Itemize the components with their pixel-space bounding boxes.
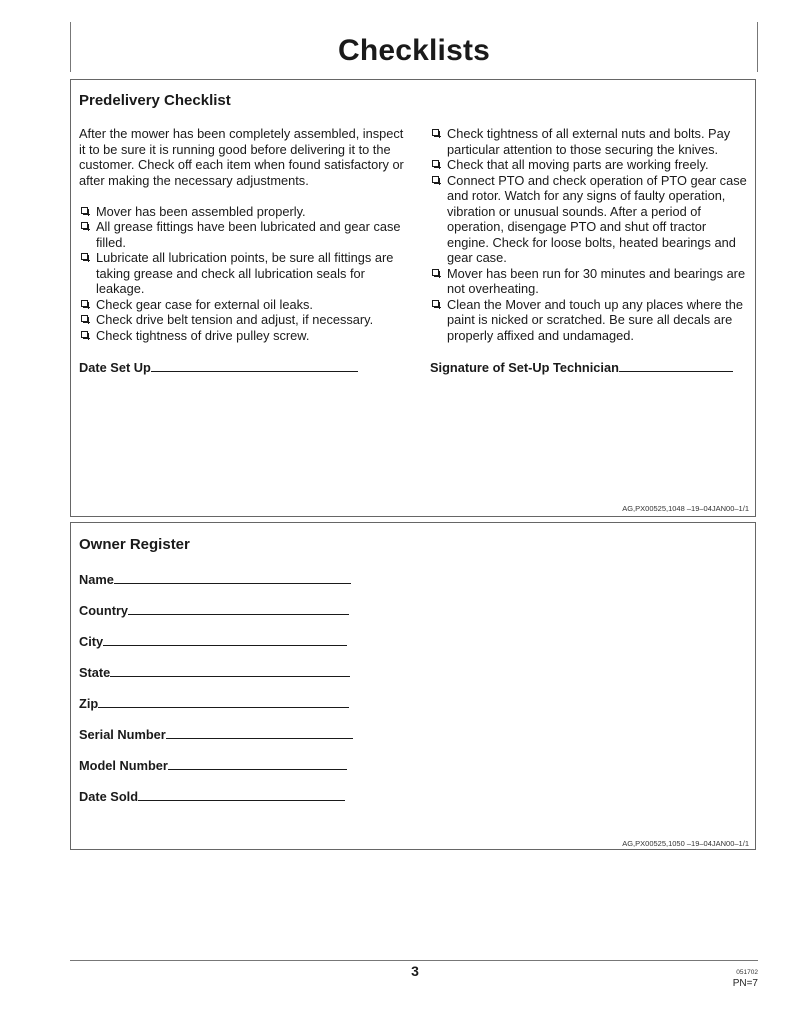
checklist-item-text: Mover has been assembled properly. <box>96 203 306 219</box>
checkbox-icon[interactable] <box>81 315 88 322</box>
owner-field-line[interactable] <box>166 726 353 739</box>
checkbox-icon[interactable] <box>81 253 88 260</box>
date-set-up-label: Date Set Up <box>79 360 151 375</box>
technician-signature-label: Signature of Set-Up Technician <box>430 360 619 375</box>
owner-field-line[interactable] <box>138 788 345 801</box>
owner-field-line[interactable] <box>168 757 347 770</box>
checklist-item <box>79 204 409 220</box>
owner-field-line[interactable] <box>110 664 350 677</box>
checklist-item <box>79 297 409 313</box>
checklist-item-text: Check tightness of drive pulley screw. <box>96 327 310 343</box>
predelivery-ref-code: AG,PX00525,1048 –19–04JAN00–1/1 <box>622 504 749 513</box>
checklist-item <box>430 157 750 173</box>
owner-field-model-number <box>79 757 347 774</box>
predelivery-left-column <box>79 126 409 343</box>
checklist-item <box>430 126 750 157</box>
owner-field-line[interactable] <box>103 633 347 646</box>
owner-field-label: Date Sold <box>79 789 139 804</box>
technician-signature-line[interactable] <box>619 359 733 372</box>
owner-field-city <box>79 633 347 650</box>
owner-field-label: City <box>79 634 104 649</box>
checkbox-icon[interactable] <box>432 269 439 276</box>
checklist-item <box>430 173 750 266</box>
checkbox-icon[interactable] <box>81 207 88 214</box>
owner-field-line[interactable] <box>114 571 351 584</box>
owner-field-zip <box>79 695 349 712</box>
owner-field-state <box>79 664 350 681</box>
predelivery-checklist-section <box>70 79 756 517</box>
checkbox-icon[interactable] <box>432 129 439 136</box>
checklist-right <box>430 126 750 343</box>
owner-register-section <box>70 522 756 850</box>
checklist-item-text: Clean the Mover and touch up any places where the paint is nicked or scratched. Be sure all decals are properly affixed and undamaged. <box>447 296 743 343</box>
checklist-item-text: Check tightness of all external nuts and bolts. Pay particular attention to those securing the knives. <box>447 126 731 157</box>
checkbox-icon[interactable] <box>81 222 88 229</box>
owner-field-label: Model Number <box>79 758 168 773</box>
checklist-item-text: Check drive belt tension and adjust, if necessary. <box>96 312 374 327</box>
predelivery-intro: After the mower has been completely assembled, inspect it to be sure it is running good before delivering it to the customer. Check off each item when found satisfactory or after making the necessary adjustments. <box>79 126 404 188</box>
footer-rule <box>70 960 758 961</box>
checklist-item-text: Lubricate all lubrication points, be sure all fittings are taking grease and check all lubrication seals for leakage. <box>96 250 394 296</box>
owner-field-label: Serial Number <box>79 727 166 742</box>
checkbox-icon[interactable] <box>432 160 439 167</box>
checklist-item <box>430 266 750 297</box>
checklist-item-text: Check that all moving parts are working freely. <box>447 157 709 172</box>
owner-field-label: Name <box>79 572 114 587</box>
checklist-item <box>430 297 750 344</box>
checkbox-icon[interactable] <box>432 300 439 307</box>
owner-field-label: State <box>79 665 111 680</box>
checkbox-icon[interactable] <box>81 300 88 307</box>
checklist-item-text: Connect PTO and check operation of PTO gear case and rotor. Watch for any signs of faulty operation, vibration or unusual sounds. After a period of operation, disengage PTO and shut off tractor engine. Check for loose bolts, heated bearings and gear case. <box>447 172 747 265</box>
owner-field-label: Zip <box>79 696 99 711</box>
owner-field-serial-number <box>79 726 353 743</box>
checklist-item <box>79 312 409 328</box>
page-number: 3 <box>411 963 419 979</box>
date-set-up-line[interactable] <box>151 359 358 372</box>
date-set-up-field <box>79 359 358 376</box>
checklist-item-text: All grease fittings have been lubricated and gear case filled. <box>96 219 401 250</box>
footer-code: 051702 <box>736 969 758 976</box>
owner-field-line[interactable] <box>128 602 349 615</box>
owner-field-name <box>79 571 351 588</box>
owner-field-date-sold <box>79 788 345 805</box>
checkbox-icon[interactable] <box>432 176 439 183</box>
predelivery-heading: Predelivery Checklist <box>79 92 231 109</box>
checklist-item-text: Mover has been run for 30 minutes and bearings are not overheating. <box>447 265 746 296</box>
owner-field-country <box>79 602 349 619</box>
owner-field-line[interactable] <box>98 695 349 708</box>
technician-signature-field <box>430 359 733 376</box>
checklist-item <box>79 219 409 250</box>
page-title: Checklists <box>337 34 491 67</box>
owner-register-heading: Owner Register <box>79 536 190 553</box>
checklist-item-text: Check gear case for external oil leaks. <box>96 296 313 312</box>
checkbox-icon[interactable] <box>81 331 88 338</box>
checklist-item <box>79 328 409 344</box>
checklist-item <box>79 250 409 297</box>
predelivery-right-column <box>430 126 750 343</box>
owner-field-label: Country <box>79 603 129 618</box>
checklist-left <box>79 204 409 344</box>
owner-register-ref-code: AG,PX00525,1050 –19–04JAN00–1/1 <box>622 839 749 848</box>
footer-pn: PN=7 <box>732 978 758 989</box>
